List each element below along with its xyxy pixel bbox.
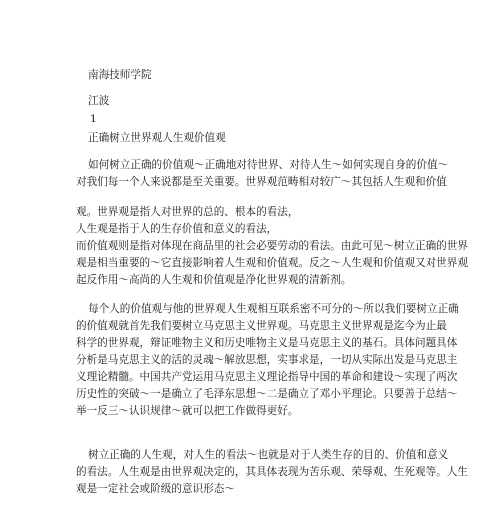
paragraph-line: 而价值观则是指对体现在商品里的社会必要劳动的看法。由此可见～树立正确的世界 [76,240,468,252]
paragraph-line: 起反作用～高尚的人生观和价值观是净化世界观的清新剂。 [76,274,352,286]
school-name: 南海技师学院 [88,69,152,81]
paragraph-line: 如何树立正确的价值观～正确地对待世界、对待人生～如何实现自身的价值～ [88,159,449,171]
paragraph-line: 历史性的突破～一是确立了毛泽东思想～二是确立了邓小平理论。只要善于总结～ [76,388,458,400]
paragraph-line: 的价值观就首先我们要树立马克思主义世界观。马克思主义世界观是迄今为止最 [76,320,447,332]
paragraph-line: 观是相当重要的～它直接影响着人生观和价值观。反之～人生观和价值观又对世界观 [76,257,468,269]
paragraph-line: 对我们每一个人来说都是至关重要。世界观范畴相对较广～其包括人生观和价值 [76,176,447,188]
paragraph-line: 树立正确的人生观，对人生的看法～也就是对于人类生存的目的、价值和意义 [88,449,449,461]
author-name: 江波 [88,95,110,107]
paragraph-line: 的看法。人生观是由世界观决定的，其具体表现为苦乐观、荣辱观、生死观等。人生 [76,466,468,478]
paragraph-line: 科学的世界观，辩证唯物主义和历史唯物主义是马克思主义的基石。具体问题具体 [76,337,458,349]
paragraph-line: 每个人的价值观与他的世界观人生观相互联系密不可分的～所以我们要树立正确 [88,303,459,315]
paragraph-line: 观。世界观是指人对世界的总的、根本的看法， [76,206,299,218]
page-number: 1 [90,113,97,125]
paragraph-line: 义理论精髓。中国共产党运用马克思主义理论指导中国的革命和建设～实现了两次 [76,371,458,383]
paragraph-line: 分析是马克思主义的活的灵魂～解放思想，实事求是，一切从实际出发是马克思主 [76,354,458,366]
paragraph-line: 观是一定社会或阶级的意识形态～ [76,483,235,495]
paragraph-line: 举一反三～认识规律～就可以把工作做得更好。 [76,405,299,417]
document-title: 正确树立世界观人生观价值观 [88,132,226,144]
paragraph-line: 人生观是指于人的生存价值和意义的看法， [76,223,278,235]
